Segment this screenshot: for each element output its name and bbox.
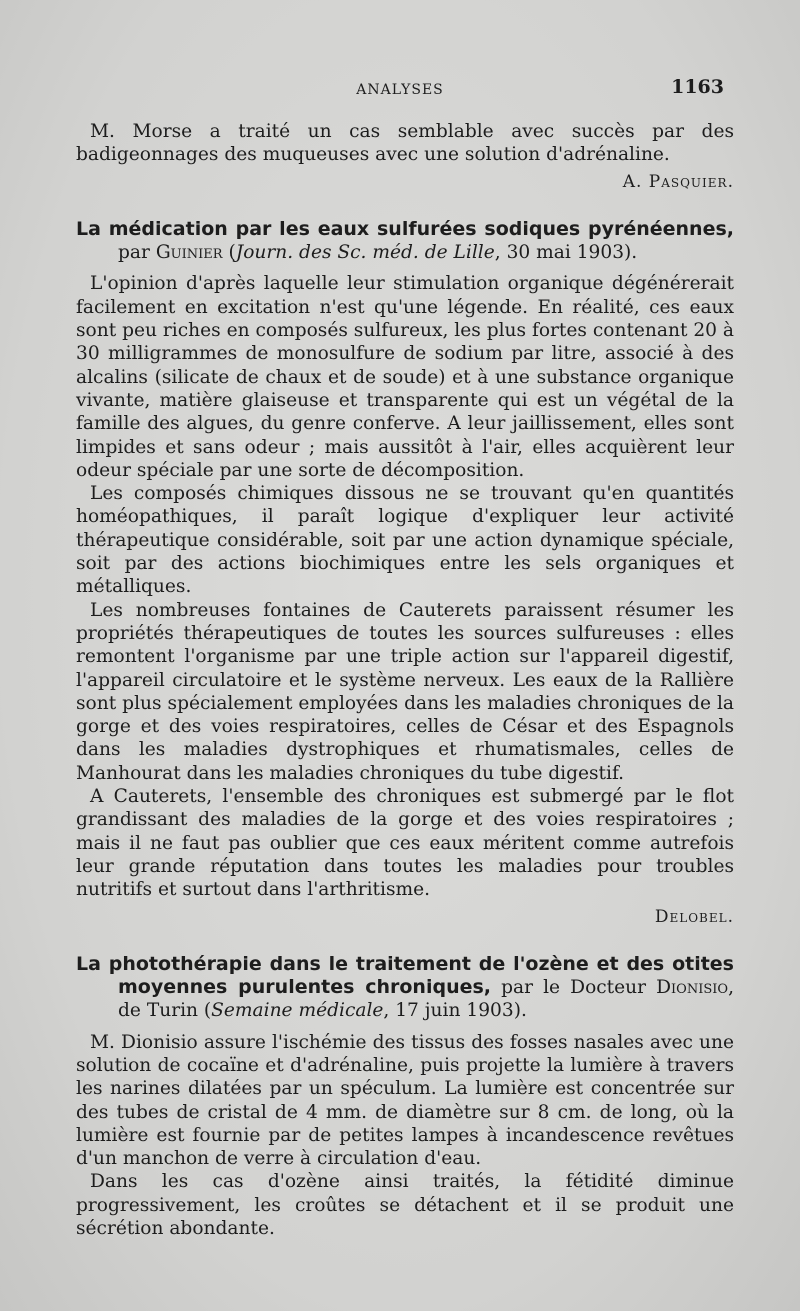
article-by: par le Docteur — [501, 977, 647, 999]
article-paragraph: A Cauterets, l'ensemble des chroniques est submergé par le flot grandissant des maladies de la gorge et des voies respiratoires ; mais il ne faut pas oublier que ces eaux méritent comme autrefois leur grande réputation dans toutes les maladies pour troubles nutritifs et surtout dans l'arthritisme. — [76, 786, 734, 901]
article-paragraph: L'opinion d'après laquelle leur stimulation organique dégénérerait facilement en excitation n'est qu'une légende. En réalité, ces eaux sont peu riches en composés sulfureux, les plus fortes contenant 20 à 30 milligrammes de monosulfure de sodium par litre, associé à des alcalins (silicate de chaux et de soude) et à une substance organique vivante, matière glaiseuse et transparente qui est un végétal de la famille des algues, du genre conferve. A leur jaillissement, elles sont limpides et sans odeur ; mais aussitôt à l'air, elles acquièrent leur odeur spéciale par une sorte de décomposition. — [76, 273, 734, 481]
article-place: , de Turin ( — [118, 977, 734, 1022]
page-header — [76, 74, 724, 104]
article-author: Guinier — [155, 242, 223, 264]
article-author: Dionisio — [656, 977, 729, 999]
article-phototherapie — [76, 953, 734, 1241]
article-title: La médication par les eaux sulfurées sodiques pyrénéennes, — [76, 217, 734, 240]
intro-paragraph: M. Morse a traité un cas semblable avec succès par des badigeonnages des muqueuses avec une solution d'adrénaline. — [76, 121, 734, 166]
article-paragraph: Les composés chimiques dissous ne se trouvant qu'en quantités homéopathiques, il paraît logique d'expliquer leur activité thérapeutique considérable, soit par une action dynamique spéciale, soit par des actions biochimiques entre les sels organiques et métalliques. — [76, 483, 734, 598]
article-date: , 17 juin 1903). — [383, 1000, 527, 1022]
article-paragraph: Les nombreuses fontaines de Cauterets paraissent résumer les propriétés thérapeutiques de toutes les sources sulfureuses : elles remontent l'organisme par une triple action sur l'appareil digestif, l'appareil circulatoire et le système nerveux. Les eaux de la Rallière sont plus spécialement employées dans les maladies chroniques de la gorge et des voies respiratoires, celles de César et des Espagnols dans les maladies dystrophiques et rhumatismales, celles de Manhourat dans les maladies chroniques du tube digestif. — [76, 599, 734, 784]
article-journal: Semaine médicale — [211, 1000, 384, 1022]
article-source-open: ( — [228, 242, 236, 264]
article-heading — [76, 218, 734, 265]
signature-delobel: Delobel. — [654, 906, 734, 927]
page-number: 1163 — [671, 76, 724, 98]
running-title: ANALYSES — [356, 82, 444, 98]
article-heading — [76, 953, 734, 1023]
signature-pasquier: A. Pasquier. — [622, 171, 734, 192]
article-paragraph: Dans les cas d'ozène ainsi traités, la fétidité diminue progressivement, les croûtes se détachent et il se produit une sécrétion abondante. — [76, 1171, 734, 1240]
article-journal: Journ. des Sc. méd. de Lille — [235, 242, 495, 264]
article-by: par — [118, 242, 150, 264]
article-eaux-sulfurees — [76, 218, 734, 929]
article-paragraph: M. Dionisio assure l'ischémie des tissus des fosses nasales avec une solution de cocaïne et d'adrénaline, puis projette la lumière à travers les narines dilatées par un spéculum. La lumière est concentrée sur des tubes de cristal de 4 mm. de diamètre sur 8 cm. de long, où la lumière est fournie par de petites lampes à incandescence revêtues d'un manchon de verre à circulation d'eau. — [76, 1031, 734, 1170]
article-date: , 30 mai 1903). — [494, 242, 638, 264]
article-title: La photothérapie dans le traitement de l'ozène et des otites moyennes purulentes chroniques, — [76, 952, 734, 999]
page-body — [76, 120, 734, 1240]
